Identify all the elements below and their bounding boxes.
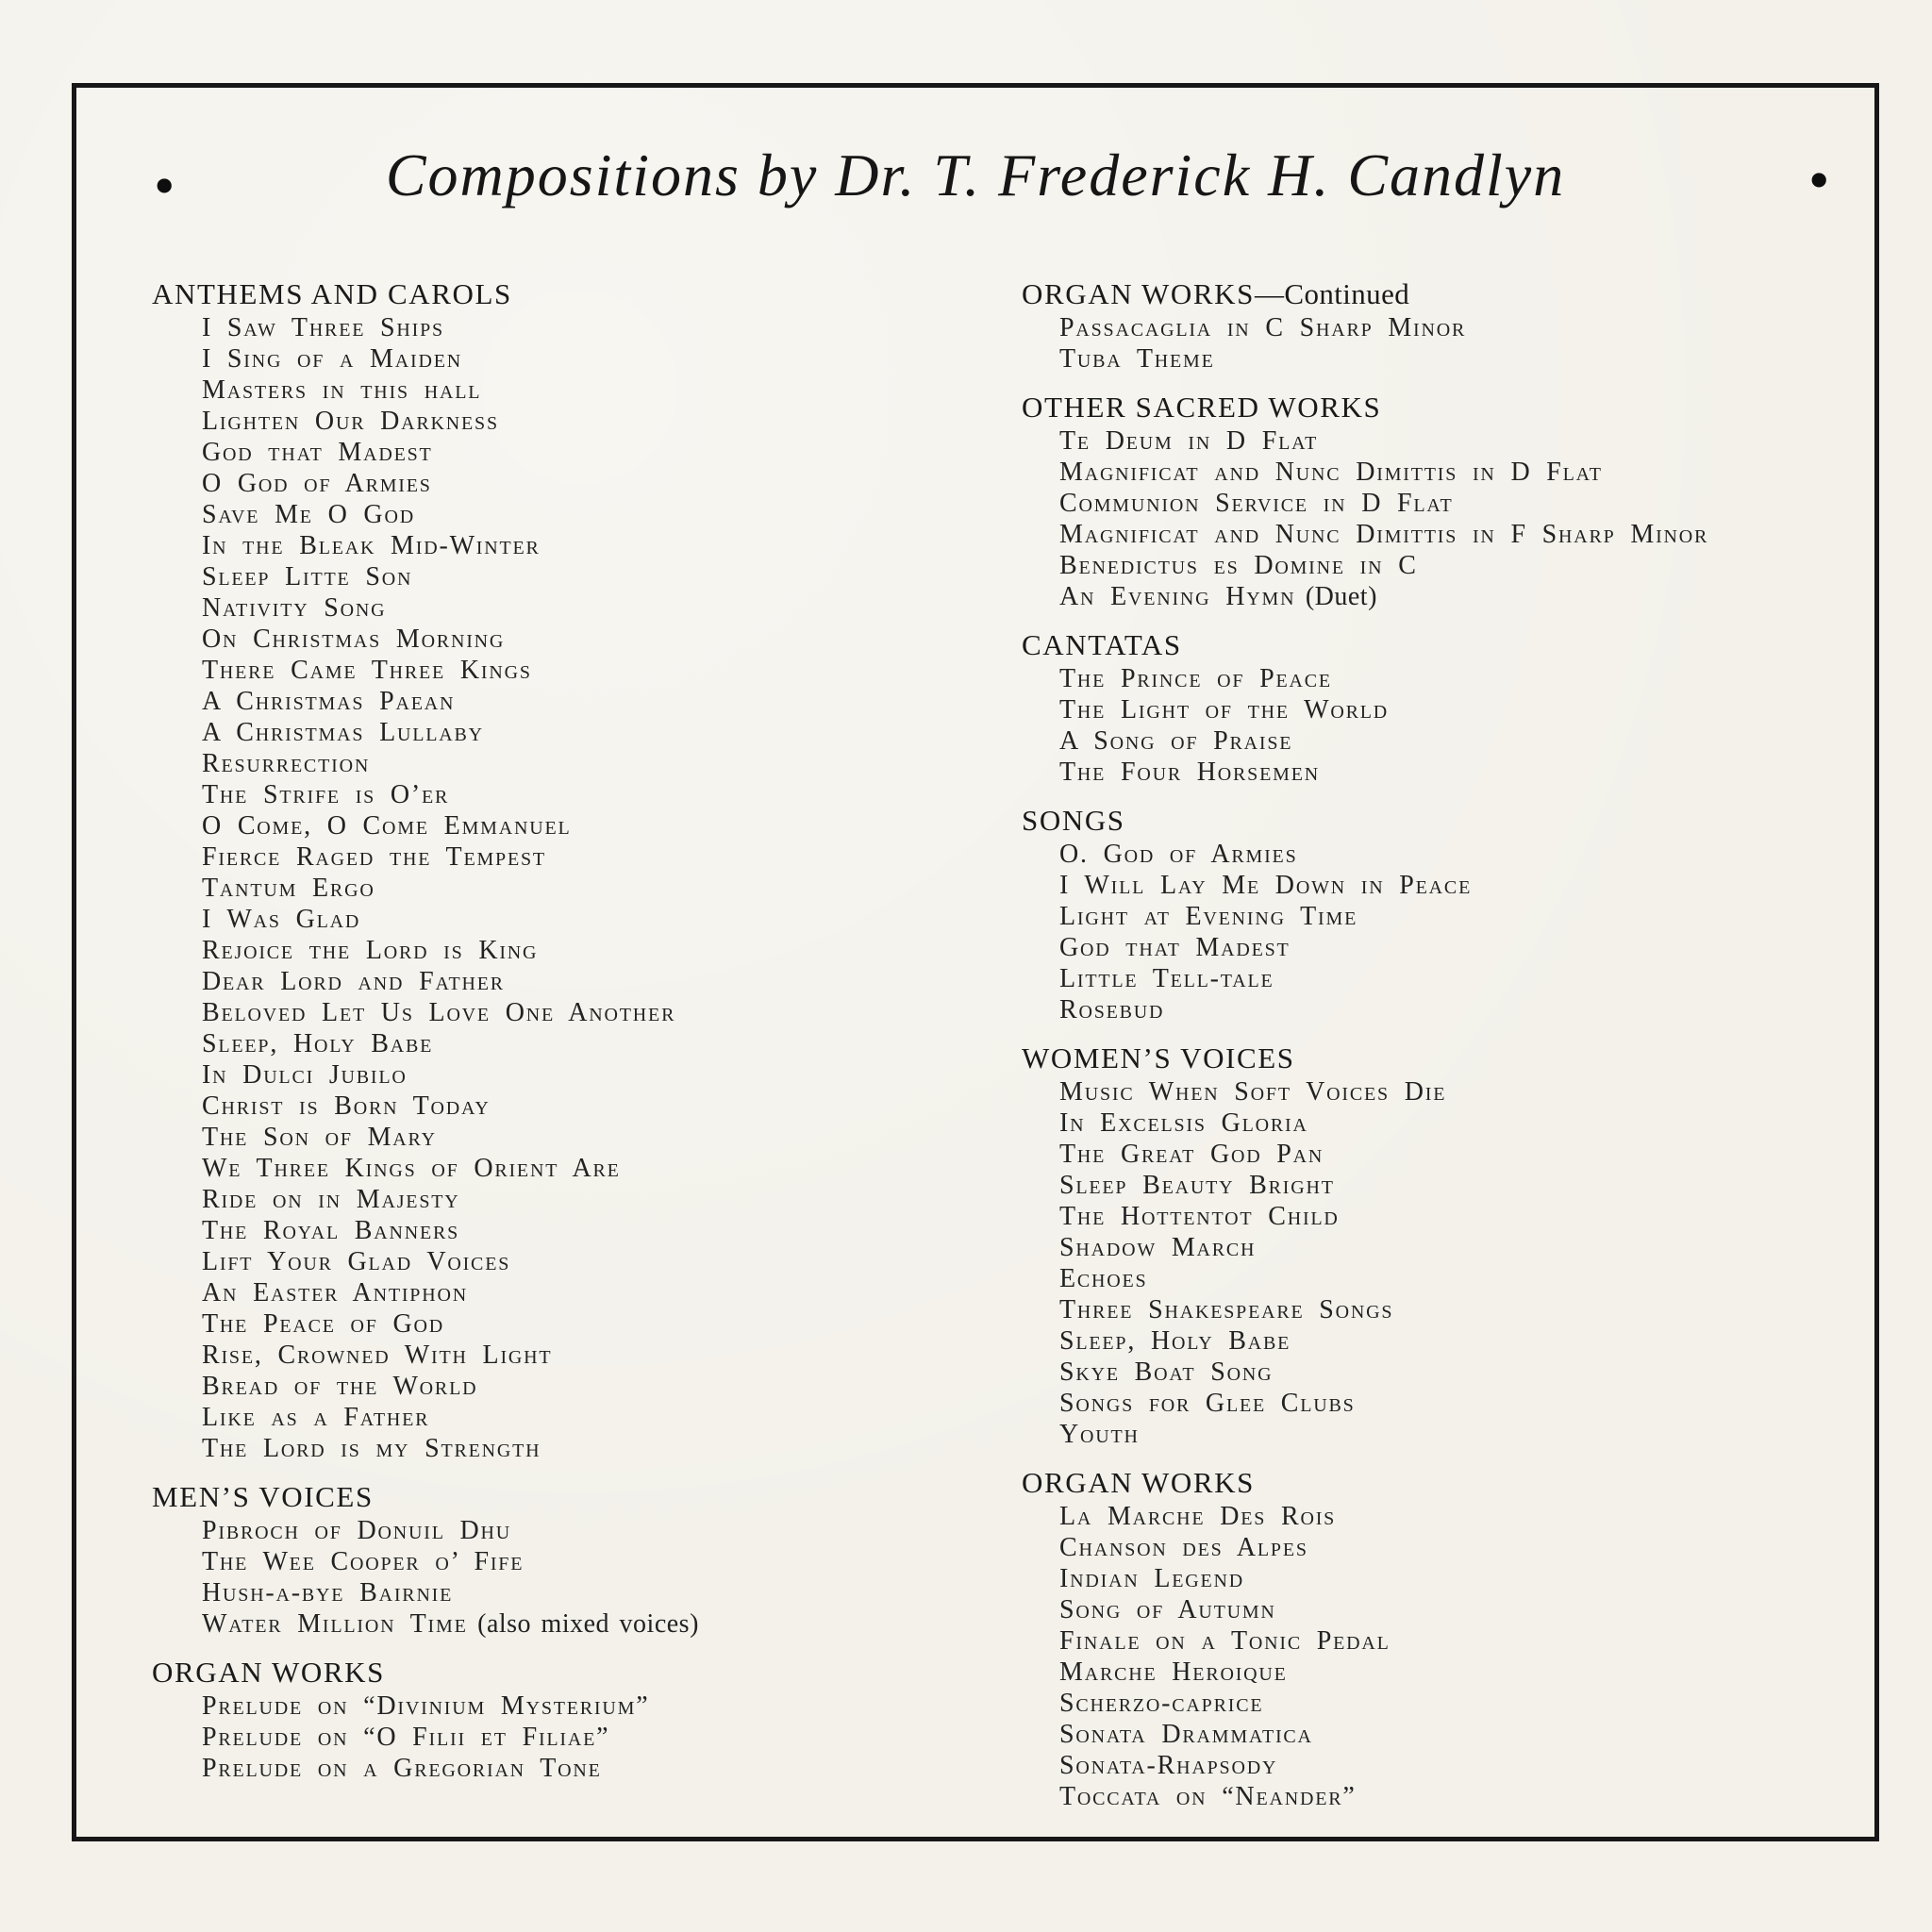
section-heading: ORGAN WORKS (152, 1656, 385, 1689)
composition-item: Indian Legend (1059, 1564, 1245, 1593)
composition-item: Chanson des Alpes (1059, 1533, 1308, 1562)
composition-item: O God of Armies (202, 469, 432, 498)
composition-item: The Son of Mary (202, 1123, 437, 1152)
left-column (152, 276, 935, 1784)
composition-item: Tuba Theme (1059, 344, 1215, 374)
composition-item: On Christmas Morning (202, 625, 506, 654)
composition-item: Marche Heroique (1059, 1657, 1288, 1687)
composition-item: Bread of the World (202, 1372, 478, 1401)
works-section (1022, 390, 1871, 612)
works-section (1022, 627, 1871, 788)
composition-item: Dear Lord and Father (202, 967, 505, 996)
composition-item: The Peace of God (202, 1309, 445, 1339)
right-column (1022, 276, 1871, 1812)
section-heading: MEN’S VOICES (152, 1480, 374, 1513)
composition-item: Hush-a-bye Bairnie (202, 1578, 454, 1607)
composition-item: Finale on a Tonic Pedal (1059, 1626, 1391, 1656)
composition-item: There Came Three Kings (202, 656, 532, 685)
composition-item: In Dulci Jubilo (202, 1060, 408, 1090)
composition-item: I Sing of a Maiden (202, 344, 462, 374)
composition-item: The Prince of Peace (1059, 664, 1332, 693)
bullet-icon: • (154, 152, 175, 219)
section-heading: OTHER SACRED WORKS (1022, 391, 1382, 424)
composition-item: The Lord is my Strength (202, 1434, 541, 1463)
composition-item: God that Madest (202, 438, 433, 467)
composition-item: Sonata-Rhapsody (1059, 1751, 1278, 1780)
section-heading: ANTHEMS AND CAROLS (152, 277, 512, 310)
composition-item: A Christmas Lullaby (202, 718, 484, 747)
composition-item: Pibroch of Donuil Dhu (202, 1516, 512, 1545)
composition-item: Tantum Ergo (202, 874, 375, 903)
composition-item: I Was Glad (202, 905, 361, 934)
composition-item: A Christmas Paean (202, 687, 456, 716)
composition-item: Three Shakespeare Songs (1059, 1295, 1394, 1324)
page-border-frame (72, 83, 1879, 1841)
composition-item: Lift Your Glad Voices (202, 1247, 511, 1276)
item-note: (Duet) (1295, 582, 1377, 611)
composition-item: Light at Evening Time (1059, 902, 1358, 931)
composition-item: Christ is Born Today (202, 1091, 491, 1121)
composition-item: The Hottentot Child (1059, 1202, 1340, 1231)
composition-item: Like as a Father (202, 1403, 430, 1432)
composition-item: Masters in this hall (202, 375, 482, 405)
composition-item: Skye Boat Song (1059, 1357, 1274, 1387)
composition-item: Fierce Raged the Tempest (202, 842, 546, 872)
composition-item: I Will Lay Me Down in Peace (1059, 871, 1473, 900)
page-title: Compositions by Dr. T. Frederick H. Candlyn (385, 142, 1566, 208)
composition-item: Rejoice the Lord is King (202, 936, 539, 965)
works-section (152, 1655, 935, 1784)
composition-item: Sleep, Holy Babe (202, 1029, 434, 1058)
section-heading-suffix: —Continued (1254, 277, 1410, 310)
composition-item: The Strife is O’er (202, 780, 450, 809)
composition-item: Ride on in Majesty (202, 1185, 460, 1214)
composition-item: We Three Kings of Orient Are (202, 1154, 621, 1183)
composition-item: Te Deum in D Flat (1059, 426, 1319, 456)
composition-item: Scherzo-caprice (1059, 1689, 1264, 1718)
composition-item: In Excelsis Gloria (1059, 1108, 1308, 1138)
bullet-icon: • (1808, 146, 1830, 213)
composition-item: Prelude on “O Filii et Filiae” (202, 1723, 610, 1752)
composition-item: Magnificat and Nunc Dimittis in F Sharp Minor (1059, 520, 1709, 549)
composition-item: Sonata Drammatica (1059, 1720, 1313, 1749)
composition-item: Sleep Litte Son (202, 562, 413, 591)
works-section (1022, 803, 1871, 1025)
works-section (1022, 276, 1871, 375)
composition-item: Songs for Glee Clubs (1059, 1389, 1356, 1418)
composition-item: Youth (1059, 1420, 1140, 1449)
composition-item: Music When Soft Voices Die (1059, 1077, 1447, 1107)
composition-item: A Song of Praise (1059, 726, 1293, 756)
composition-item: Resurrection (202, 749, 371, 778)
composition-item: Prelude on “Divinium Mysterium” (202, 1691, 650, 1721)
composition-item: Rosebud (1059, 995, 1165, 1024)
composition-item: Shadow March (1059, 1233, 1257, 1262)
composition-item: Toccata on “Neander” (1059, 1782, 1357, 1811)
section-heading: ORGAN WORKS—Continued (1022, 277, 1410, 310)
composition-item: God that Madest (1059, 933, 1291, 962)
composition-item: An Evening Hymn (Duet) (1059, 582, 1377, 611)
composition-item: The Light of the World (1059, 695, 1390, 724)
composition-item: Save Me O God (202, 500, 415, 529)
composition-item: La Marche Des Rois (1059, 1502, 1337, 1531)
composition-item: O Come, O Come Emmanuel (202, 811, 572, 841)
composition-item: Echoes (1059, 1264, 1148, 1293)
composition-item: I Saw Three Ships (202, 313, 444, 342)
composition-item: In the Bleak Mid-Winter (202, 531, 541, 560)
composition-item: Sleep, Holy Babe (1059, 1326, 1291, 1356)
composition-item: Song of Autumn (1059, 1595, 1276, 1624)
works-section (1022, 1465, 1871, 1812)
composition-item: Water Million Time (also mixed voices) (202, 1609, 699, 1639)
works-section (152, 276, 935, 1464)
composition-item: O. God of Armies (1059, 840, 1298, 869)
composition-item: Nativity Song (202, 593, 387, 623)
section-heading: ORGAN WORKS (1022, 1466, 1255, 1499)
composition-item: Beloved Let Us Love One Another (202, 998, 676, 1027)
item-note: (also mixed voices) (467, 1609, 699, 1639)
composition-item: Magnificat and Nunc Dimittis in D Flat (1059, 458, 1603, 487)
composition-item: The Four Horsemen (1059, 758, 1320, 787)
composition-item: Rise, Crowned With Light (202, 1341, 553, 1370)
composition-item: Communion Service in D Flat (1059, 489, 1454, 518)
composition-item: The Great God Pan (1059, 1140, 1324, 1169)
composition-item: The Royal Banners (202, 1216, 460, 1245)
composition-item: Sleep Beauty Bright (1059, 1171, 1335, 1200)
section-heading: SONGS (1022, 804, 1125, 837)
composition-item: Little Tell-tale (1059, 964, 1274, 993)
composition-item: Benedictus es Domine in C (1059, 551, 1418, 580)
works-section (152, 1479, 935, 1640)
composition-item: Lighten Our Darkness (202, 407, 499, 436)
works-section (1022, 1041, 1871, 1450)
composition-item: An Easter Antiphon (202, 1278, 468, 1307)
composition-item: Prelude on a Gregorian Tone (202, 1754, 602, 1783)
composition-item: Passacaglia in C Sharp Minor (1059, 313, 1467, 342)
section-heading: CANTATAS (1022, 628, 1182, 661)
section-heading: WOMEN’S VOICES (1022, 1041, 1295, 1074)
composition-item: The Wee Cooper o’ Fife (202, 1547, 525, 1576)
